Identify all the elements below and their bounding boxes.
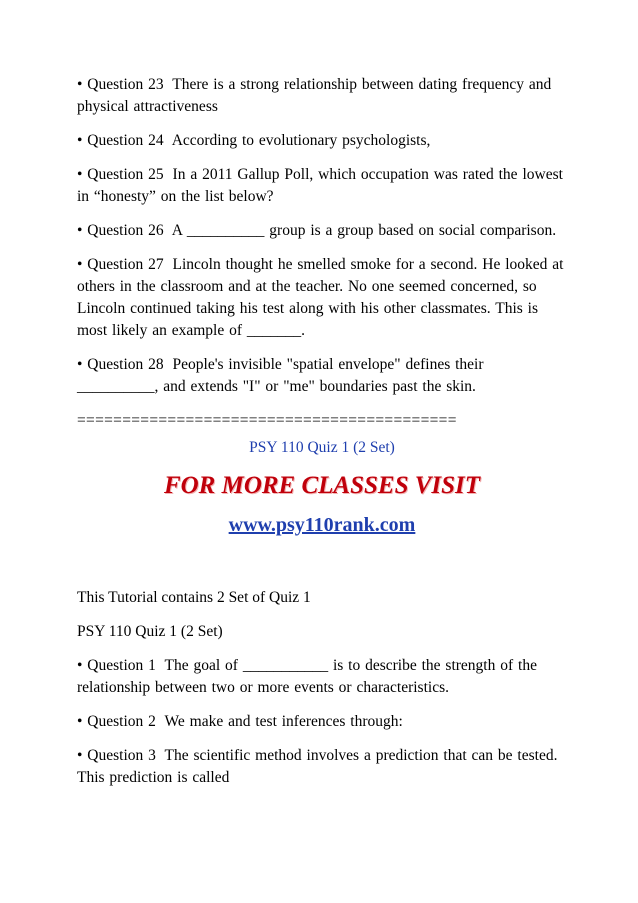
question-3 [77, 745, 567, 789]
question-23 [77, 74, 567, 118]
question-24 [77, 130, 567, 152]
question-label: • Question 28 [77, 356, 164, 373]
site-url-link[interactable]: www.psy110rank.com [228, 514, 416, 536]
set-title-plain: PSY 110 Quiz 1 (2 Set) [77, 623, 223, 640]
divider-line: ========================================== [77, 412, 457, 429]
question-text: The scientific method involves a prediction that can be tested. This prediction is called [77, 747, 558, 786]
question-label: • Question 25 [77, 166, 164, 183]
question-text: In a 2011 Gallup Poll, which occupation was rated the lowest in “honesty” on the list below? [77, 166, 563, 205]
question-label: • Question 1 [77, 657, 156, 674]
visit-heading: FOR MORE CLASSES VISIT [163, 472, 481, 499]
document-page [77, 74, 567, 801]
question-text: We make and test inferences through: [164, 713, 403, 730]
question-text: There is a strong relationship between dating frequency and physical attractiveness [77, 76, 552, 115]
question-text: A __________ group is a group based on social comparison. [171, 222, 557, 239]
question-27 [77, 254, 567, 342]
question-label: • Question 24 [77, 132, 164, 149]
question-text: Lincoln thought he smelled smoke for a second. He looked at others in the classroom and at the teacher. No one seemed concerned, so Lincoln continued taking his test along with his other classmates. This is most likely an example of _______. [77, 256, 564, 339]
question-26 [77, 220, 567, 242]
question-label: • Question 26 [77, 222, 164, 239]
tutorial-intro: This Tutorial contains 2 Set of Quiz 1 [77, 589, 311, 606]
question-28 [77, 354, 567, 398]
question-label: • Question 23 [77, 76, 164, 93]
question-label: • Question 2 [77, 713, 156, 730]
question-25 [77, 164, 567, 208]
question-text: According to evolutionary psychologists, [171, 132, 431, 149]
question-text: The goal of ___________ is to describe the strength of the relationship between two or more events or characteristics. [77, 657, 537, 696]
set-title-link[interactable]: PSY 110 Quiz 1 (2 Set) [249, 439, 395, 456]
question-2 [77, 711, 567, 733]
question-label: • Question 27 [77, 256, 164, 273]
question-label: • Question 3 [77, 747, 156, 764]
question-1 [77, 655, 567, 699]
question-text: People's invisible "spatial envelope" defines their __________, and extends "I" or "me" boundaries past the skin. [77, 356, 484, 395]
